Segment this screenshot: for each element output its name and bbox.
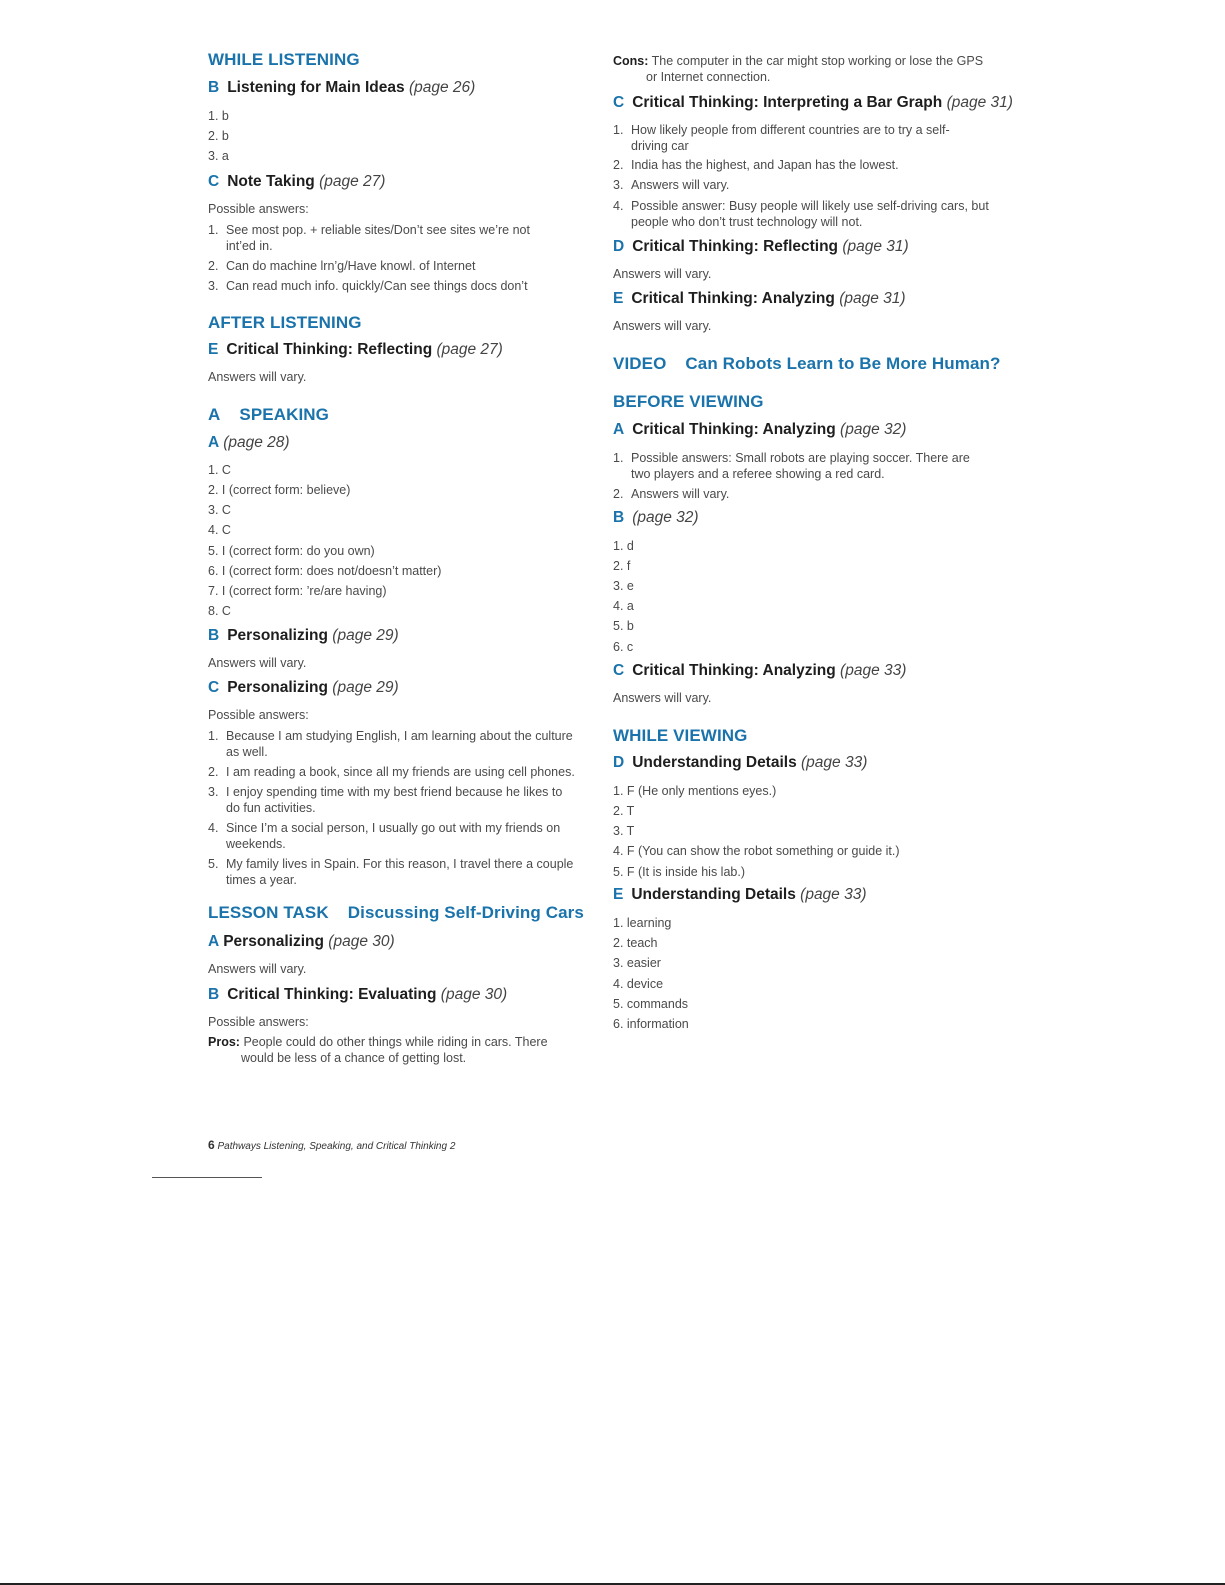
- answer-item: 3. e: [613, 579, 634, 593]
- section-heading-lesson-task: LESSON TASK Discussing Self-Driving Cars: [208, 903, 584, 922]
- possible-answers-label: Possible answers:: [208, 202, 309, 216]
- page-number: 6: [208, 1138, 215, 1152]
- exercise-title: Critical Thinking: Interpreting a Bar Graph: [632, 94, 943, 111]
- answer-text: Answers will vary.: [208, 370, 307, 384]
- exercise-heading-d-details: [613, 754, 867, 772]
- exercise-letter: C: [613, 662, 625, 679]
- exercise-heading-b-personalizing: [208, 627, 399, 645]
- exercise-title: Critical Thinking: Analyzing: [632, 421, 836, 438]
- exercise-heading-c-bar-graph: [613, 94, 1013, 112]
- exercise-heading-a-analyzing: [613, 421, 906, 439]
- exercise-letter: B: [613, 509, 625, 526]
- exercise-title: Personalizing: [227, 679, 328, 696]
- scan-divider: [152, 1177, 262, 1178]
- answer-item: 6. information: [613, 1017, 689, 1031]
- exercise-heading-c-analyzing: [613, 662, 906, 680]
- answer-item: 1. learning: [613, 916, 672, 930]
- page-reference: (page 31): [842, 238, 909, 255]
- answer-item: 2. Answers will vary.: [613, 487, 730, 501]
- page-reference: (page 30): [440, 986, 508, 1003]
- exercise-letter: E: [208, 341, 219, 358]
- answer-item: 3. I enjoy spending time with my best friend because he likes to do fun activities.: [208, 785, 563, 815]
- answer-item: 4. device: [613, 977, 664, 991]
- page-reference: (page 29): [332, 627, 399, 644]
- answer-text: Answers will vary.: [613, 319, 712, 333]
- answer-item: 3. a: [208, 149, 229, 163]
- answer-text: Answers will vary.: [208, 962, 307, 976]
- exercise-letter: D: [613, 754, 625, 771]
- exercise-letter: C: [613, 94, 625, 111]
- answer-item: 2. Can do machine lrn’g/Have knowl. of Internet: [208, 259, 476, 273]
- page-reference: (page 31): [839, 290, 906, 307]
- exercise-letter: A: [208, 434, 220, 451]
- exercise-title: Understanding Details: [631, 886, 796, 903]
- answer-item: 2. T: [613, 804, 635, 818]
- exercise-letter: C: [208, 173, 220, 190]
- exercise-heading-e-details: [613, 886, 867, 904]
- answer-item: 5. My family lives in Spain. For this reason, I travel there a couple times a year.: [208, 857, 574, 887]
- exercise-letter: B: [208, 986, 220, 1003]
- page-reference: (page 29): [332, 679, 399, 696]
- section-heading-while-viewing: WHILE VIEWING: [613, 726, 748, 745]
- answer-item: 2. I am reading a book, since all my friends are using cell phones.: [208, 765, 575, 779]
- exercise-heading-b-page32: [613, 509, 699, 527]
- answer-item: 1. F (He only mentions eyes.): [613, 784, 777, 798]
- exercise-heading-a-page28: [208, 434, 290, 452]
- exercise-title: Critical Thinking: Reflecting: [226, 341, 433, 358]
- section-heading-video: VIDEO Can Robots Learn to Be More Human?: [613, 354, 1001, 373]
- exercise-letter: A: [613, 421, 625, 438]
- answer-item: 2. f: [613, 559, 631, 573]
- exercise-heading-b-main-ideas: [208, 79, 475, 97]
- exercise-title: Listening for Main Ideas: [227, 79, 405, 96]
- answer-item: 2. India has the highest, and Japan has the lowest.: [613, 158, 899, 172]
- exercise-title: Personalizing: [227, 627, 328, 644]
- answer-item: 1. Possible answers: Small robots are playing soccer. There are two players and a referee showing a red card.: [613, 451, 970, 481]
- answer-item: 4. C: [208, 523, 231, 537]
- pros-answer: Pros: People could do other things while riding in cars. There would be less of a chance of getting lost.: [208, 1035, 548, 1065]
- answer-item: 5. commands: [613, 997, 689, 1011]
- exercise-heading-a-lt-personalizing: [208, 933, 395, 951]
- answer-item: 1. How likely people from different countries are to try a self- driving car: [613, 123, 950, 153]
- page-footer: [208, 1138, 455, 1152]
- exercise-letter: E: [613, 886, 624, 903]
- exercise-letter: B: [208, 79, 220, 96]
- page-reference: (page 33): [801, 754, 868, 771]
- answer-item: 2. teach: [613, 936, 658, 950]
- section-heading-speaking: A SPEAKING: [208, 405, 329, 424]
- answer-item: 4. a: [613, 599, 634, 613]
- exercise-title: Critical Thinking: Analyzing: [632, 662, 836, 679]
- exercise-title: Critical Thinking: Reflecting: [632, 238, 839, 255]
- answer-item: 3. Answers will vary.: [613, 178, 730, 192]
- pros-label: Pros:: [208, 1035, 240, 1049]
- exercise-heading-c-personalizing: [208, 679, 399, 697]
- exercise-letter: B: [208, 627, 220, 644]
- exercise-heading-d-reflecting: [613, 238, 909, 256]
- answer-item: 7. I (correct form: ’re/are having): [208, 584, 387, 598]
- exercise-letter: A: [208, 933, 220, 950]
- exercise-title: Critical Thinking: Evaluating: [227, 986, 437, 1003]
- answer-text: Answers will vary.: [208, 656, 307, 670]
- answer-item: 6. I (correct form: does not/doesn’t matter): [208, 564, 442, 578]
- page-reference: (page 31): [946, 94, 1013, 111]
- answer-item: 1. C: [208, 463, 231, 477]
- cons-label: Cons:: [613, 54, 649, 68]
- exercise-letter: C: [208, 679, 220, 696]
- answer-item: 4. Since I’m a social person, I usually go out with my friends on weekends.: [208, 821, 561, 851]
- section-heading-before-viewing: BEFORE VIEWING: [613, 392, 764, 411]
- answer-item: 8. C: [208, 604, 231, 618]
- book-title: Pathways Listening, Speaking, and Critical Thinking 2: [217, 1141, 456, 1152]
- answer-item: 3. C: [208, 503, 231, 517]
- answer-item: 5. b: [613, 619, 634, 633]
- page-reference: (page 27): [319, 173, 386, 190]
- exercise-title: Understanding Details: [632, 754, 797, 771]
- section-heading-while-listening: WHILE LISTENING: [208, 50, 360, 69]
- page-reference: (page 32): [632, 509, 699, 526]
- answer-item: 2. b: [208, 129, 229, 143]
- exercise-letter: E: [613, 290, 624, 307]
- answer-text: Answers will vary.: [613, 267, 712, 281]
- answer-item: 3. T: [613, 824, 635, 838]
- exercise-heading-b-evaluating: [208, 986, 507, 1004]
- section-heading-after-listening: AFTER LISTENING: [208, 313, 362, 332]
- exercise-heading-e-analyzing: [613, 290, 906, 308]
- answer-item: 1. d: [613, 539, 634, 553]
- exercise-letter: D: [613, 238, 625, 255]
- answer-text: Answers will vary.: [613, 691, 712, 705]
- page-reference: (page 32): [840, 421, 907, 438]
- page-reference: (page 33): [800, 886, 867, 903]
- page-reference: (page 28): [223, 434, 290, 451]
- answer-item: 1. b: [208, 109, 229, 123]
- answer-item: 5. I (correct form: do you own): [208, 544, 375, 558]
- possible-answers-label: Possible answers:: [208, 708, 309, 722]
- page-reference: (page 33): [840, 662, 907, 679]
- page-reference: (page 27): [436, 341, 503, 358]
- answer-item: 1. See most pop. + reliable sites/Don’t see sites we’re not int’ed in.: [208, 223, 530, 253]
- page-reference: (page 30): [328, 933, 395, 950]
- answer-item: 6. c: [613, 640, 634, 654]
- answer-item: 3. easier: [613, 956, 661, 970]
- page-reference: (page 26): [408, 79, 476, 96]
- answer-item: 5. F (It is inside his lab.): [613, 865, 745, 879]
- answer-item: 4. Possible answer: Busy people will likely use self-driving cars, but people who don’t trust technology will not.: [613, 199, 989, 229]
- answer-item: 1. Because I am studying English, I am learning about the culture as well.: [208, 729, 573, 759]
- answer-item: 3. Can read much info. quickly/Can see things docs don’t: [208, 279, 528, 293]
- exercise-title: Personalizing: [223, 933, 324, 950]
- exercise-title: Critical Thinking: Analyzing: [631, 290, 835, 307]
- possible-answers-label: Possible answers:: [208, 1015, 309, 1029]
- exercise-heading-e-reflecting: [208, 341, 503, 359]
- cons-answer: Cons: The computer in the car might stop working or lose the GPS or Internet connection.: [613, 54, 984, 84]
- exercise-title: Note Taking: [227, 173, 315, 190]
- answer-item: 4. F (You can show the robot something or guide it.): [613, 844, 900, 858]
- answer-item: 2. I (correct form: believe): [208, 483, 351, 497]
- exercise-heading-c-note-taking: [208, 173, 385, 191]
